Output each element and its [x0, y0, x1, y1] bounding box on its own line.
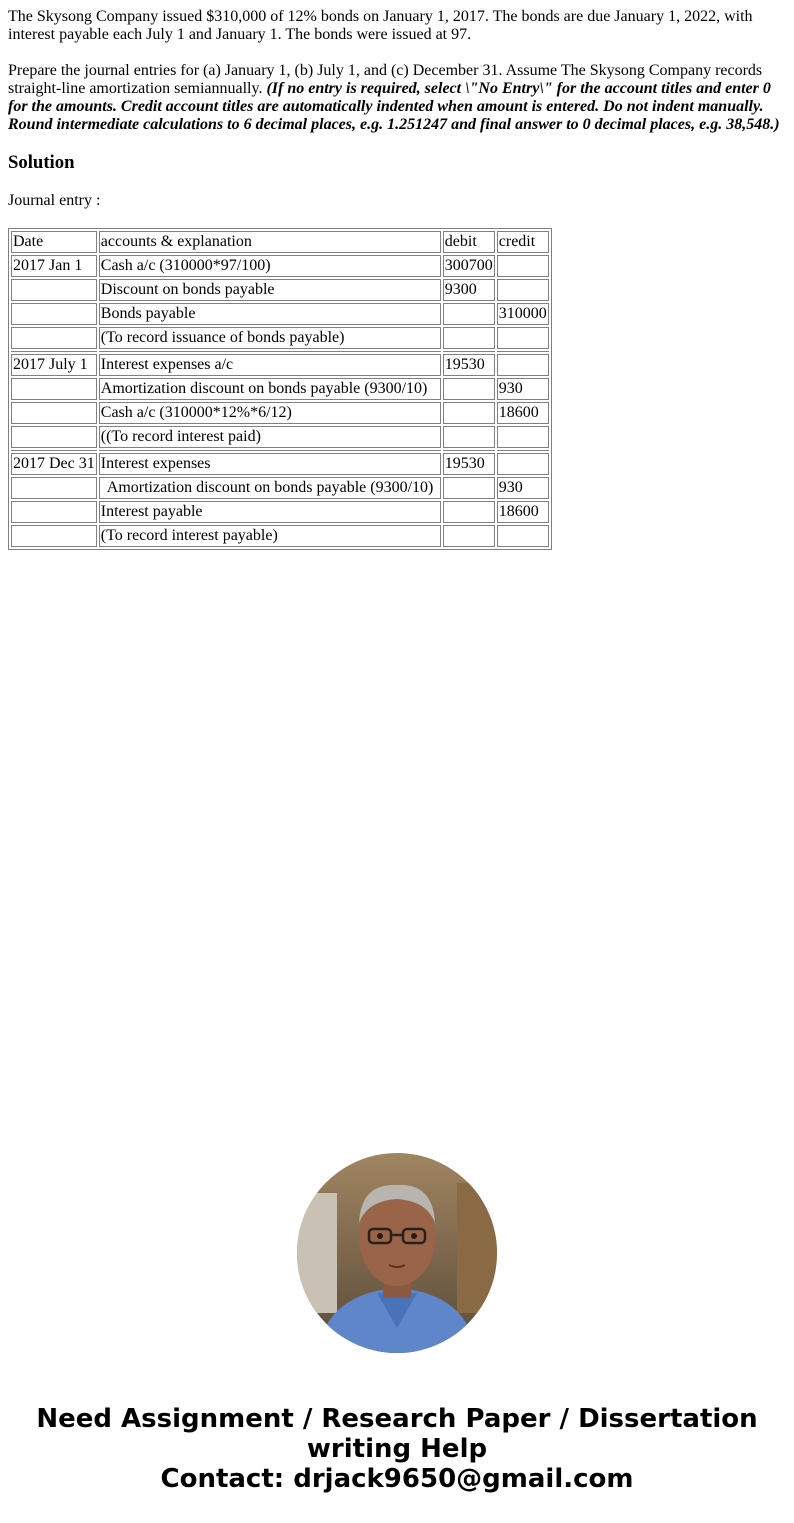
cell-credit [497, 453, 549, 475]
cell-debit [443, 501, 495, 523]
cell-account: (To record interest payable) [99, 525, 441, 547]
table-header-row [11, 231, 549, 253]
cell-debit: 19530 [443, 354, 495, 376]
cell-account: Discount on bonds payable [99, 279, 441, 301]
group-separator [11, 351, 549, 352]
table-row [11, 255, 549, 277]
separator-cell [11, 450, 97, 451]
banner-line-1: Need Assignment / Research Paper / Dissertation [36, 1404, 758, 1434]
author-photo [297, 1153, 497, 1353]
problem-intro: The Skysong Company issued $310,000 of 12% bonds on January 1, 2017. The bonds are due January 1, 2022, with interest payable each July 1 and January 1. The bonds were issued at 97. [8, 8, 753, 43]
cell-credit [497, 426, 549, 448]
cell-debit [443, 525, 495, 547]
cell-debit [443, 477, 495, 499]
table-row [11, 402, 549, 424]
table-row [11, 303, 549, 325]
cell-debit [443, 426, 495, 448]
cell-date [11, 402, 97, 424]
page-content [0, 0, 794, 550]
cell-date: 2017 Jan 1 [11, 255, 97, 277]
header-credit: credit [497, 231, 549, 253]
cell-debit [443, 303, 495, 325]
instructions-text: (If no entry is required, select \"No Entry\" for the account titles and enter 0 for the amounts. Credit account titles are automatically indented when amount is entered. Do not indent manually. Round intermediate calculations to 6 decimal places, e.g. 1.251247 and final answer to 0 decimal places, e.g. 38,548.) [8, 80, 780, 133]
banner-line-2: writing Help [306, 1434, 488, 1464]
cell-debit [443, 327, 495, 349]
cell-credit [497, 327, 549, 349]
cell-date [11, 279, 97, 301]
cell-date [11, 426, 97, 448]
cell-date [11, 501, 97, 523]
header-debit: debit [443, 231, 495, 253]
cell-account: Cash a/c (310000*12%*6/12) [99, 402, 441, 424]
cell-credit [497, 279, 549, 301]
cell-date: 2017 July 1 [11, 354, 97, 376]
cell-account: Interest payable [99, 501, 441, 523]
cell-account: Bonds payable [99, 303, 441, 325]
cell-credit: 310000 [497, 303, 549, 325]
cell-credit: 18600 [497, 402, 549, 424]
table-row [11, 477, 549, 499]
header-date: Date [11, 231, 97, 253]
cell-date [11, 378, 97, 400]
cell-credit: 930 [497, 378, 549, 400]
cell-date [11, 327, 97, 349]
cell-date [11, 303, 97, 325]
cell-debit [443, 378, 495, 400]
separator-cell [11, 351, 97, 352]
cell-debit: 9300 [443, 279, 495, 301]
cell-debit [443, 402, 495, 424]
cell-credit [497, 525, 549, 547]
cell-debit: 300700 [443, 255, 495, 277]
problem-prepare [8, 62, 786, 134]
promo-banner [0, 1404, 794, 1494]
cell-account: Interest expenses a/c [99, 354, 441, 376]
cell-account: Interest expenses [99, 453, 441, 475]
cell-account: Amortization discount on bonds payable (9300/10) [99, 477, 441, 499]
cell-credit: 930 [497, 477, 549, 499]
table-row [11, 279, 549, 301]
table-row [11, 525, 549, 547]
table-row [11, 327, 549, 349]
journal-table [8, 228, 552, 550]
journal-label: Journal entry : [8, 192, 101, 209]
separator-cell [443, 351, 495, 352]
separator-cell [497, 450, 549, 451]
cell-credit: 18600 [497, 501, 549, 523]
separator-cell [99, 351, 441, 352]
cell-account: ((To record interest paid) [99, 426, 441, 448]
author-avatar [297, 1153, 497, 1353]
cell-credit [497, 255, 549, 277]
cell-credit [497, 354, 549, 376]
separator-cell [99, 450, 441, 451]
cell-account: Cash a/c (310000*97/100) [99, 255, 441, 277]
table-row [11, 378, 549, 400]
separator-cell [497, 351, 549, 352]
cell-account: Amortization discount on bonds payable (9300/10) [99, 378, 441, 400]
cell-debit: 19530 [443, 453, 495, 475]
table-row [11, 453, 549, 475]
group-separator [11, 450, 549, 451]
banner-line-3: Contact: drjack9650@gmail.com [160, 1464, 634, 1494]
cell-date: 2017 Dec 31 [11, 453, 97, 475]
prepare-text: Prepare the journal entries for (a) January 1, (b) July 1, and (c) December 31. Assume The Skysong Company records straight-line amortization semiannually. [8, 62, 763, 97]
solution-heading: Solution [8, 152, 75, 173]
table-row [11, 501, 549, 523]
header-account: accounts & explanation [99, 231, 441, 253]
cell-date [11, 525, 97, 547]
cell-account: (To record issuance of bonds payable) [99, 327, 441, 349]
separator-cell [443, 450, 495, 451]
table-row [11, 426, 549, 448]
cell-date [11, 477, 97, 499]
table-row [11, 354, 549, 376]
